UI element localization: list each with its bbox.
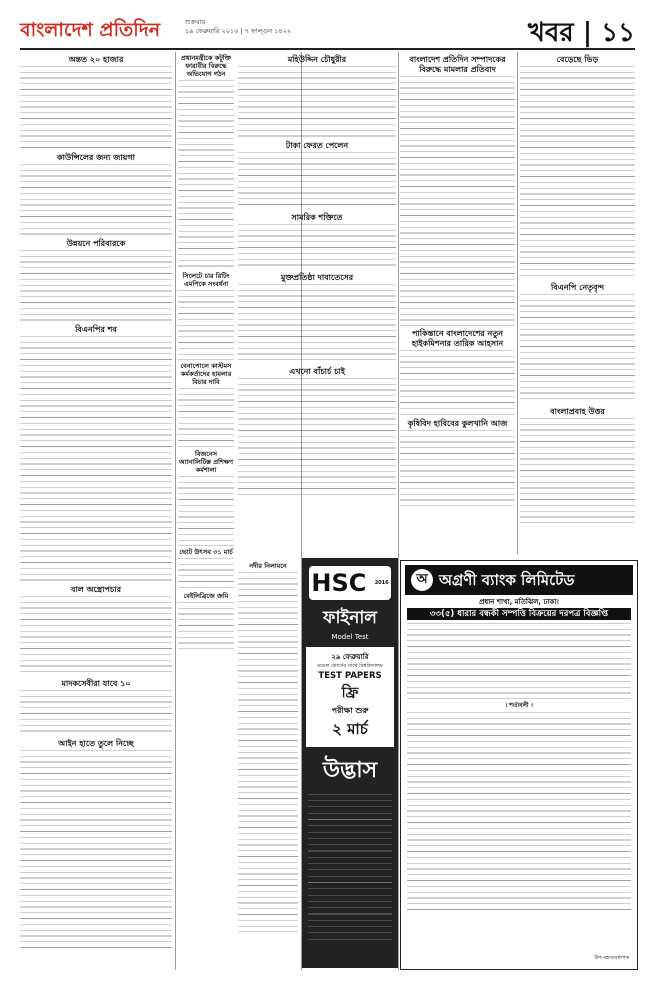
article-text <box>20 164 172 236</box>
headline: উন্নয়নে পরিবারকে <box>66 238 126 248</box>
headline: কাউন্সিলের জন্য জায়গা <box>57 152 135 162</box>
headline: বাল অস্ত্রোপচার <box>71 584 121 594</box>
offer-box <box>306 647 394 747</box>
dateline <box>185 18 291 36</box>
article-text <box>238 572 298 932</box>
notice-title: ৩৩(৫) ধারার বন্ধকী সম্পত্তি বিক্রয়ের দরপত্র বিজ্ঞপ্তি <box>407 608 631 620</box>
article-text <box>178 388 234 448</box>
headline: প্রধানমন্ত্রীকে কটূক্তি ফারাবীর বিরুদ্ধে অভিযোগ গঠন <box>181 54 231 78</box>
column-5 <box>520 52 635 554</box>
section-title: খবর | ১১ <box>527 18 635 48</box>
headline: পাকিস্তানে বাংলাদেশের নতুন হাইকমিশনার তারিক আহসান <box>411 328 504 348</box>
column-4 <box>400 52 515 554</box>
hsc-advertisement <box>302 558 398 968</box>
article-text <box>20 750 172 950</box>
headline: বেনাপোলে কাস্টমস কর্মকর্তাদের হামলার বিচার দাবি <box>180 362 232 386</box>
article-text <box>238 284 396 364</box>
headline: অন্তত ২০ হাজার <box>68 54 124 64</box>
branch-table <box>308 794 392 944</box>
headline: আইন হাতে তুলে নিচ্ছে <box>58 738 134 748</box>
article-text <box>178 476 234 546</box>
headline: বাংলাপ্রবাহ উত্তর <box>550 406 605 416</box>
headline: সিলেটে চার রিটিং এমপিকে সংবর্ধনা <box>182 272 230 288</box>
brand-logo: বাংলাদেশ প্রতিদিন <box>20 19 161 41</box>
headline: ভোট উৎসব ৩১ মার্চ <box>179 548 233 556</box>
date-label: ১৯ ফেব্রুয়ারি ২০১৬ | ৭ ফাল্গুন ১৪২২ <box>185 27 292 35</box>
bank-branch: প্রধান শাখা, মতিঝিল, ঢাকা। <box>479 598 559 606</box>
terms-heading: । শর্তাবলী । <box>505 702 533 710</box>
headline: বেইলিব্রিজে জমি <box>183 592 229 600</box>
bank-name: অগ্রণী ব্যাংক লিমিটেড <box>439 570 575 589</box>
column-divider <box>175 52 176 970</box>
terms-text <box>407 712 631 912</box>
article-text <box>400 430 515 510</box>
article-text <box>178 558 234 590</box>
article-text <box>20 596 172 676</box>
model-test-label: Model Test <box>331 633 369 641</box>
exam-start-date: ২ মার্চ <box>332 720 368 738</box>
article-text <box>20 250 172 322</box>
masthead <box>20 14 635 50</box>
hsc-logo: HSC $^{2016}$ <box>309 566 391 600</box>
final-title: ফাইনাল <box>323 608 377 628</box>
headline: সামরিক শক্তিতে <box>291 212 343 222</box>
article-text <box>238 378 396 498</box>
headline: বাংলাদেশ প্রতিদিন সম্পাদকের বিরুদ্ধে মামলার প্রতিবাদ <box>409 54 506 74</box>
headline: কৃষিবিদ হাবিবের কুলখানি আজ <box>407 418 508 428</box>
headline: নদীর নিলামনে <box>249 562 287 570</box>
bank-header <box>405 565 633 595</box>
headline: বিজনেস অ্যানালিটিক্স প্রশিক্ষণ কর্মশালা <box>178 450 234 474</box>
article-text <box>178 602 234 652</box>
headline: মহিউদ্দিন চৌধুরীর <box>287 54 347 64</box>
article-text <box>238 224 396 270</box>
column-divider <box>517 52 518 554</box>
day-label: শুক্রবার <box>185 18 206 26</box>
article-text <box>20 690 172 736</box>
headline: বিএনপি নেতৃবৃন্দ <box>550 282 604 292</box>
article-text <box>178 290 234 360</box>
article-text <box>20 66 172 150</box>
offer-sub: মডেল কোর্সের সাথে বিশ্ববিদ্যালয় <box>317 663 383 669</box>
article-text <box>520 418 635 528</box>
article-text <box>20 336 172 582</box>
article-text <box>520 66 635 280</box>
offer-date: ২৯ ফেব্রুয়ারি <box>331 653 369 661</box>
headline: বিএনপির শব <box>75 324 117 334</box>
exam-start-label: পরীক্ষা শুরু <box>331 706 369 715</box>
udvash-logo: উদ্ভাস <box>322 757 378 783</box>
article-text <box>400 350 515 416</box>
column-divider <box>398 52 399 970</box>
article-text <box>238 152 396 210</box>
test-papers-label: TEST PAPERS <box>318 671 382 681</box>
headline: বেড়েছে ভিড় <box>556 54 599 64</box>
column-2 <box>178 52 234 970</box>
free-label: ফ্রি <box>341 685 359 701</box>
article-text <box>400 76 515 326</box>
headline: টাকা ফেরত পেলেন <box>285 140 349 150</box>
notice-intro <box>407 623 631 701</box>
headline: মাদকসেবীরা যাবে ১০ <box>61 678 131 688</box>
column-2-3 <box>238 52 396 558</box>
column-2-lower <box>238 560 298 970</box>
article-text <box>238 66 396 138</box>
headline: এখনো বাঁচার্চ চাই <box>289 366 345 376</box>
article-text <box>178 80 234 270</box>
bank-logo-icon: অ <box>411 569 433 591</box>
article-text <box>520 294 635 404</box>
headline: মুক্তপ্রতিষ্ঠা দাবাতেসের <box>280 272 354 282</box>
column-1 <box>20 52 172 970</box>
bank-notice <box>400 560 638 970</box>
signature-block: উপ-মহাব্যবস্থাপক <box>594 954 629 961</box>
